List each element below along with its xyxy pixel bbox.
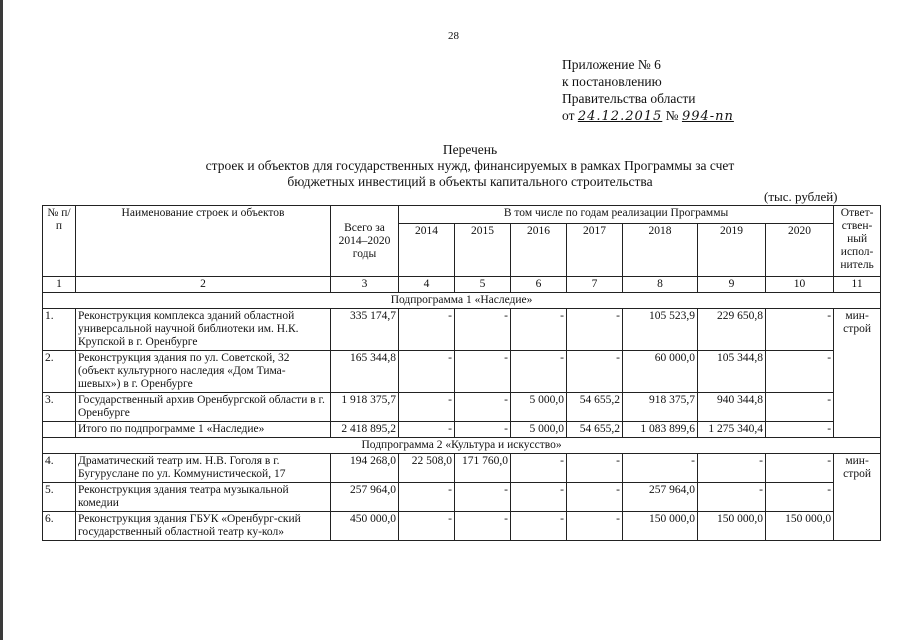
table-row <box>43 512 881 541</box>
row-2019: 150 000,0 <box>698 512 766 541</box>
appendix-line2: к постановлению <box>562 74 662 89</box>
row-2018: 257 964,0 <box>623 483 698 512</box>
column-number: 5 <box>455 277 511 293</box>
column-number: 7 <box>567 277 623 293</box>
table-row <box>43 393 881 422</box>
row-2018: 918 375,7 <box>623 393 698 422</box>
row-number: 6. <box>43 512 76 541</box>
handwritten-number: 994-пп <box>681 109 734 124</box>
row-total: 335 174,7 <box>331 309 399 351</box>
table-row <box>43 351 881 393</box>
column-number: 8 <box>623 277 698 293</box>
title-line1: Перечень <box>442 142 498 157</box>
header-responsible: Ответ-ствен-ный испол-нитель <box>834 206 881 277</box>
row-2018: 60 000,0 <box>623 351 698 393</box>
row-number: 4. <box>43 454 76 483</box>
scan-edge <box>0 0 3 640</box>
column-number: 1 <box>43 277 76 293</box>
column-number: 11 <box>834 277 881 293</box>
table-row <box>43 309 881 351</box>
row-2015: - <box>455 351 511 393</box>
row-2018: 150 000,0 <box>623 512 698 541</box>
header-by-years: В том числе по годам реализации Программы <box>399 206 834 224</box>
subtotal-label: Итого по подпрограмме 1 «Наследие» <box>76 422 331 438</box>
row-2015: - <box>455 512 511 541</box>
header-year: 2018 <box>623 224 698 277</box>
row-2017: - <box>567 483 623 512</box>
row-name: Реконструкция комплекса зданий областной универсальной научной библиотеки им. Н.К. Крупской в г. Оренбурге <box>76 309 331 351</box>
row-2020: - <box>766 351 834 393</box>
column-number: 6 <box>511 277 567 293</box>
column-number: 3 <box>331 277 399 293</box>
row-total: 1 918 375,7 <box>331 393 399 422</box>
appendix-block <box>562 56 734 125</box>
header-total: Всего за 2014–2020 годы <box>331 206 399 277</box>
row-2020: - <box>766 309 834 351</box>
header-year: 2020 <box>766 224 834 277</box>
row-2018: - <box>623 454 698 483</box>
row-number: 2. <box>43 351 76 393</box>
row-2015: - <box>455 393 511 422</box>
subtotal-row <box>43 422 881 438</box>
column-number: 9 <box>698 277 766 293</box>
subtotal-2014: - <box>399 422 455 438</box>
row-2017: - <box>567 512 623 541</box>
row-2019: 229 650,8 <box>698 309 766 351</box>
row-number: 3. <box>43 393 76 422</box>
header-year: 2017 <box>567 224 623 277</box>
row-name: Реконструкция здания театра музыкальной комедии <box>76 483 331 512</box>
title-line3: бюджетных инвестиций в объекты капитального строительства <box>287 174 653 189</box>
row-2016: - <box>511 454 567 483</box>
date-prefix: от <box>562 108 575 123</box>
subtotal-2019: 1 275 340,4 <box>698 422 766 438</box>
column-number: 4 <box>399 277 455 293</box>
row-2019: - <box>698 454 766 483</box>
appendix-line3: Правительства области <box>562 91 696 106</box>
page-number: 28 <box>448 30 459 42</box>
row-2015: - <box>455 483 511 512</box>
row-2016: - <box>511 309 567 351</box>
row-2019: - <box>698 483 766 512</box>
table-row <box>43 483 881 512</box>
header-year: 2019 <box>698 224 766 277</box>
row-number: 1. <box>43 309 76 351</box>
row-2017: - <box>567 351 623 393</box>
row-2016: - <box>511 483 567 512</box>
header-year: 2014 <box>399 224 455 277</box>
row-2020: - <box>766 483 834 512</box>
header-num: № п/п <box>43 206 76 277</box>
row-2016: 5 000,0 <box>511 393 567 422</box>
row-2017: - <box>567 309 623 351</box>
subtotal-2018: 1 083 899,6 <box>623 422 698 438</box>
row-total: 450 000,0 <box>331 512 399 541</box>
column-number: 10 <box>766 277 834 293</box>
row-2019: 940 344,8 <box>698 393 766 422</box>
row-2014: 22 508,0 <box>399 454 455 483</box>
row-2014: - <box>399 309 455 351</box>
row-name: Государственный архив Оренбургской области в г. Оренбурге <box>76 393 331 422</box>
column-number: 2 <box>76 277 331 293</box>
row-2014: - <box>399 512 455 541</box>
number-prefix: № <box>665 108 679 123</box>
row-total: 194 268,0 <box>331 454 399 483</box>
subtotal-2020: - <box>766 422 834 438</box>
row-2017: - <box>567 454 623 483</box>
row-total: 257 964,0 <box>331 483 399 512</box>
objects-table <box>42 205 881 541</box>
row-2017: 54 655,2 <box>567 393 623 422</box>
subtotal-2015: - <box>455 422 511 438</box>
subtotal-2016: 5 000,0 <box>511 422 567 438</box>
subtotal-2017: 54 655,2 <box>567 422 623 438</box>
row-2014: - <box>399 393 455 422</box>
row-2014: - <box>399 351 455 393</box>
row-2020: - <box>766 393 834 422</box>
row-2015: - <box>455 309 511 351</box>
row-2018: 105 523,9 <box>623 309 698 351</box>
row-total: 165 344,8 <box>331 351 399 393</box>
appendix-date-line <box>562 107 734 125</box>
row-2014: - <box>399 483 455 512</box>
subtotal-total: 2 418 895,2 <box>331 422 399 438</box>
title-line2: строек и объектов для государственных нужд, финансируемых в рамках Программы за счет <box>205 158 735 173</box>
row-name: Драматический театр им. Н.В. Гоголя в г. Бугуруслане по ул. Коммунистической, 17 <box>76 454 331 483</box>
table-row <box>43 454 881 483</box>
row-number: 5. <box>43 483 76 512</box>
header-year: 2016 <box>511 224 567 277</box>
row-2020: - <box>766 454 834 483</box>
subprogram-2-title: Подпрограмма 2 «Культура и искусство» <box>43 438 881 454</box>
row-name: Реконструкция здания ГБУК «Оренбург-ский государственный областной театр ку-кол» <box>76 512 331 541</box>
row-2019: 105 344,8 <box>698 351 766 393</box>
appendix-line1: Приложение № 6 <box>562 57 661 72</box>
row-name: Реконструкция здания по ул. Советской, 32 (объект культурного наследия «Дом Тима-шевых») в г. Оренбурге <box>76 351 331 393</box>
units-label: (тыс. рублей) <box>764 189 838 204</box>
header-year: 2015 <box>455 224 511 277</box>
subprogram-1-title: Подпрограмма 1 «Наследие» <box>43 293 881 309</box>
responsible-executor: мин-строй <box>834 454 881 541</box>
row-2016: - <box>511 351 567 393</box>
row-2015: 171 760,0 <box>455 454 511 483</box>
row-2016: - <box>511 512 567 541</box>
responsible-executor: мин-строй <box>834 309 881 438</box>
handwritten-date: 24.12.2015 <box>577 109 663 124</box>
row-2020: 150 000,0 <box>766 512 834 541</box>
header-name: Наименование строек и объектов <box>76 206 331 277</box>
